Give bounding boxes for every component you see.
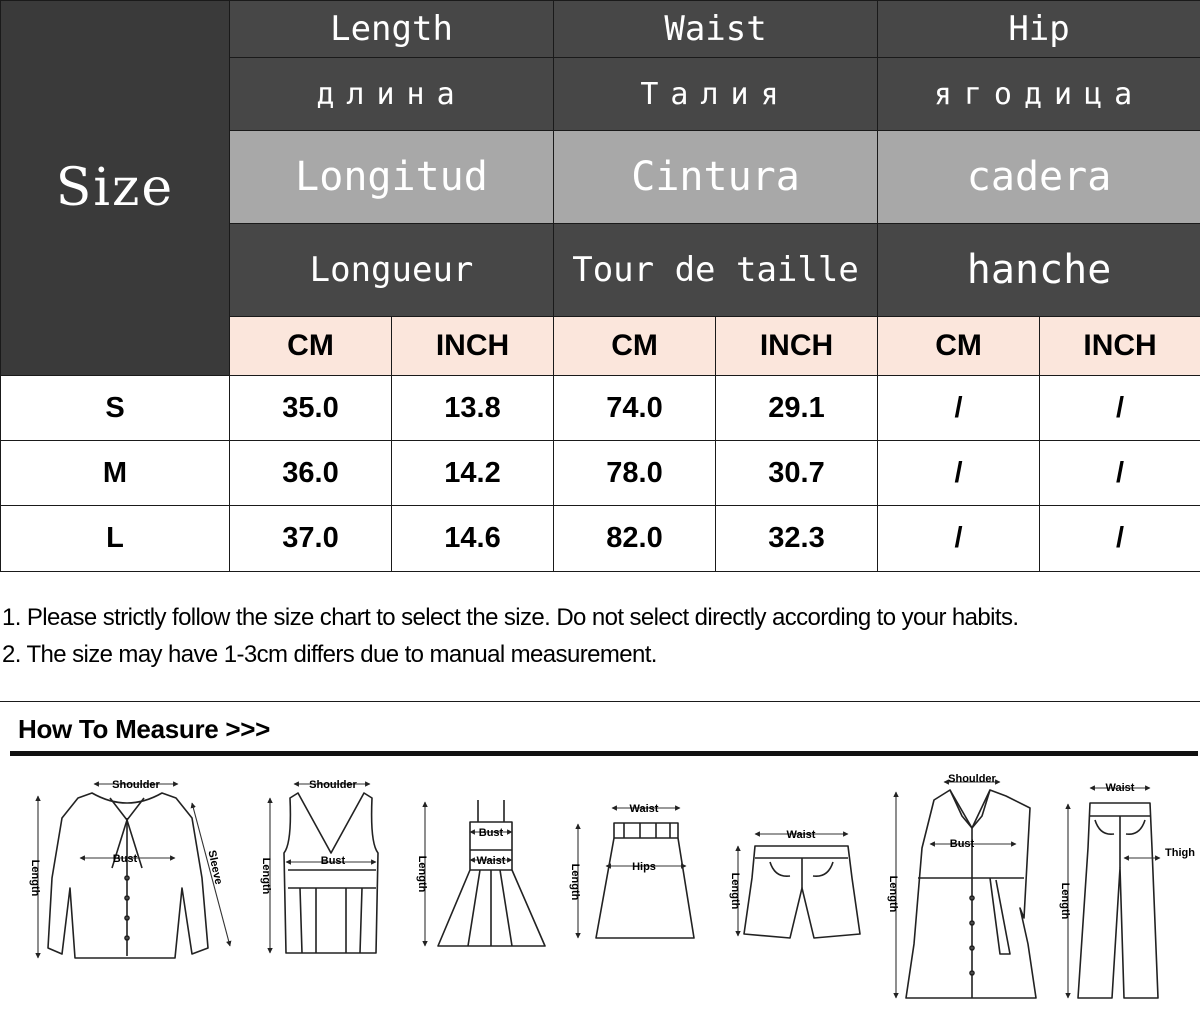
bust-label: Bust [320, 855, 346, 867]
shoulder-label: Shoulder [112, 779, 160, 791]
length-inch: 13.8 [392, 376, 554, 441]
length-inch: 14.6 [392, 506, 554, 572]
hip-cm: / [878, 441, 1040, 506]
length-label: Length [887, 875, 899, 913]
hip-cm: / [878, 506, 1040, 572]
hip-header-fr: hanche [878, 224, 1200, 317]
waist-label: Waist [786, 829, 816, 841]
waist-header-en: Waist [554, 1, 878, 58]
bust-label: Bust [478, 827, 504, 839]
waist-label: Waist [476, 855, 506, 867]
notes-section [0, 571, 1200, 702]
table-row [1, 376, 1200, 441]
hip-header-es: cadera [878, 131, 1200, 224]
unit-header: CM [230, 317, 392, 376]
unit-header: INCH [716, 317, 878, 376]
waist-header-es: Cintura [554, 131, 878, 224]
length-cm: 37.0 [230, 506, 392, 572]
hip-header-en: Hip [878, 1, 1200, 58]
length-header-fr: Longueur [230, 224, 554, 317]
length-label: Length [729, 872, 741, 910]
length-label: Length [1059, 882, 1071, 920]
waist-inch: 32.3 [716, 506, 878, 572]
bust-label: Bust [112, 853, 138, 865]
waist-cm: 82.0 [554, 506, 716, 572]
size-label: S [1, 376, 230, 441]
waist-cm: 74.0 [554, 376, 716, 441]
waist-inch: 30.7 [716, 441, 878, 506]
hip-header-ru: ягодица [878, 58, 1200, 131]
table-row [1, 506, 1200, 572]
size-header: Size [1, 1, 230, 376]
size-label: L [1, 506, 230, 572]
blouse-icon [29, 779, 230, 958]
hip-inch: / [1040, 506, 1200, 572]
length-inch: 14.2 [392, 441, 554, 506]
length-label: Length [569, 863, 581, 901]
skirt-icon [569, 803, 694, 938]
length-label: Length [260, 857, 272, 895]
unit-header: INCH [1040, 317, 1200, 376]
length-cm: 36.0 [230, 441, 392, 506]
divider [10, 751, 1198, 756]
trousers-icon [1059, 782, 1195, 998]
bust-label: Bust [949, 838, 975, 850]
note-measurement-tolerance: 2. The size may have 1-3cm differs due to manual measurement. [2, 641, 657, 668]
size-label: M [1, 441, 230, 506]
coat-icon [887, 773, 1036, 998]
shoulder-label: Shoulder [309, 779, 357, 791]
unit-header: INCH [392, 317, 554, 376]
waist-label: Waist [1105, 782, 1135, 794]
hips-label: Hips [632, 861, 656, 873]
vest-icon [260, 779, 378, 953]
hip-inch: / [1040, 376, 1200, 441]
shorts-icon [729, 829, 860, 938]
waist-header-fr: Tour de taille [554, 224, 878, 317]
note-size-chart: 1. Please strictly follow the size chart to select the size. Do not select directly according to your habits. [2, 604, 1019, 631]
waist-inch: 29.1 [716, 376, 878, 441]
waist-label: Waist [629, 803, 659, 815]
table-row [1, 441, 1200, 506]
length-header-en: Length [230, 1, 554, 58]
length-label: Length [416, 855, 428, 893]
waist-header-ru: Талия [554, 58, 878, 131]
dress-icon [416, 800, 545, 946]
unit-header: CM [878, 317, 1040, 376]
length-label: Length [29, 859, 41, 897]
shoulder-label: Shoulder [948, 773, 996, 785]
how-to-measure-title: How To Measure >>> [18, 714, 271, 744]
length-header-es: Longitud [230, 131, 554, 224]
length-cm: 35.0 [230, 376, 392, 441]
thigh-label: Thigh [1165, 847, 1195, 859]
hip-inch: / [1040, 441, 1200, 506]
measurement-diagrams [0, 758, 1200, 1020]
unit-header: CM [554, 317, 716, 376]
length-header-ru: длина [230, 58, 554, 131]
waist-cm: 78.0 [554, 441, 716, 506]
hip-cm: / [878, 376, 1040, 441]
sleeve-label: Sleeve [205, 849, 225, 886]
